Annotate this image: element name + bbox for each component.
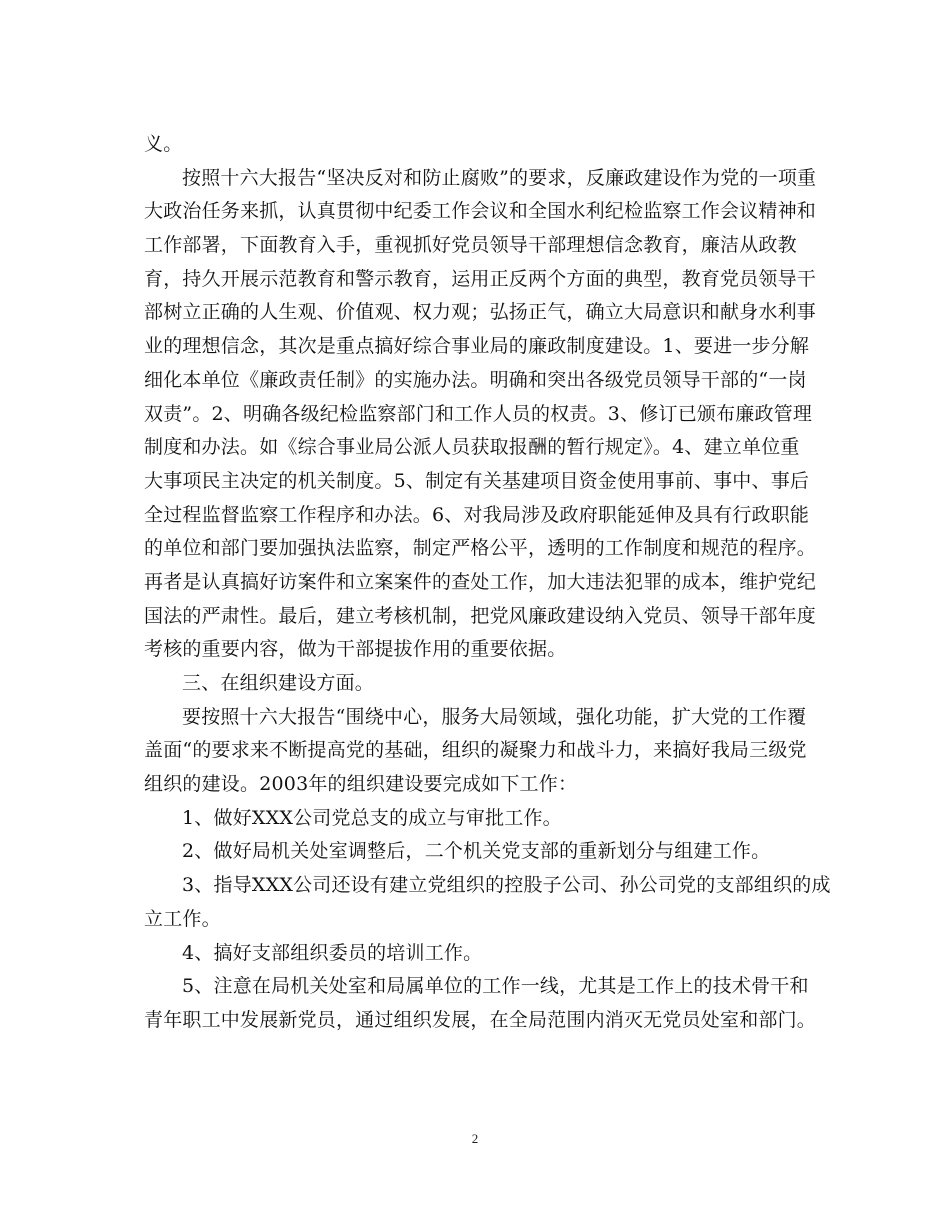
text-line: 国法的严肃性。最后，建立考核机制，把党风廉政建设纳入党员、领导干部年度: [144, 604, 817, 627]
text-line: 再者是认真搞好访案件和立案案件的查处工作，加大违法犯罪的成本，维护党纪: [144, 570, 817, 593]
text-line: 双责”。2、明确各级纪检监察部门和工作人员的权责。3、修订已颁布廉政管理: [144, 402, 813, 425]
text-line: 部树立正确的人生观、价值观、权力观；弘扬正气，确立大局意识和献身水利事: [144, 301, 817, 324]
text-line: 大政治任务来抓，认真贯彻中纪委工作会议和全国水利纪检监察工作会议精神和: [144, 200, 817, 223]
text-line: 义。: [144, 133, 183, 155]
text-line: 盖面“的要求来不断提高党的基础，组织的凝聚力和战斗力，来搞好我局三级党: [144, 739, 807, 762]
section-heading: 三、在组织建设方面。: [182, 672, 375, 694]
list-item: 2、做好局机关处室调整后，二个机关党支部的重新划分与组建工作。: [182, 840, 771, 863]
paragraph-anticorruption: 按照十六大报告“坚决反对和防止腐败”的要求，反廉政建设作为党的一项重: [182, 166, 817, 189]
text-line: 组织的建设。2003年的组织建设要完成如下工作：: [144, 773, 578, 796]
list-item: 3、指导XXX公司还设有建立党组织的控股子公司、孙公司党的支部组织的成: [182, 874, 831, 897]
text-line: 立工作。: [144, 907, 221, 930]
text-line: 育，持久开展示范教育和警示教育，运用正反两个方面的典型，教育党员领导干: [144, 267, 817, 290]
text-line: 大事项民主决定的机关制度。5、制定有关基建项目资金使用事前、事中、事后: [144, 469, 810, 492]
list-item: 5、注意在局机关处室和局属单位的工作一线，尤其是工作上的技术骨干和: [182, 975, 809, 998]
text-line: 的单位和部门要加强执法监察，制定严格公平，透明的工作制度和规范的程序。: [144, 537, 817, 560]
page-number: 2: [471, 1131, 479, 1146]
paragraph-organization: 要按照十六大报告“围绕中心，服务大局领域，强化功能，扩大党的工作覆: [182, 705, 807, 728]
text-line: 业的理想信念，其次是重点搞好综合事业局的廉政制度建设。1、要进一步分解: [144, 335, 810, 358]
text-line: 细化本单位《廉政责任制》的实施办法。明确和突出各级党员领导干部的“一岗: [144, 368, 807, 391]
text-line: 制度和办法。如《综合事业局公派人员获取报酬的暂行规定》。4、建立单位重: [144, 436, 800, 459]
text-line: 青年职工中发展新党员，通过组织发展，在全局范围内消灭无党员处室和部门。: [144, 1008, 817, 1031]
text-line: 全过程监督监察工作程序和办法。6、对我局涉及政府职能延伸及具有行政职能: [144, 503, 810, 526]
text-line: 工作部署，下面教育入手，重视抓好党员领导干部理想信念教育，廉洁从政教: [144, 234, 797, 257]
list-item: 1、做好XXX公司党总支的成立与审批工作。: [182, 806, 562, 829]
list-item: 4、搞好支部组织委员的培训工作。: [182, 941, 483, 964]
body-text: [144, 128, 831, 1038]
text-line: 考核的重要内容，做为干部提拔作用的重要依据。: [144, 638, 567, 661]
